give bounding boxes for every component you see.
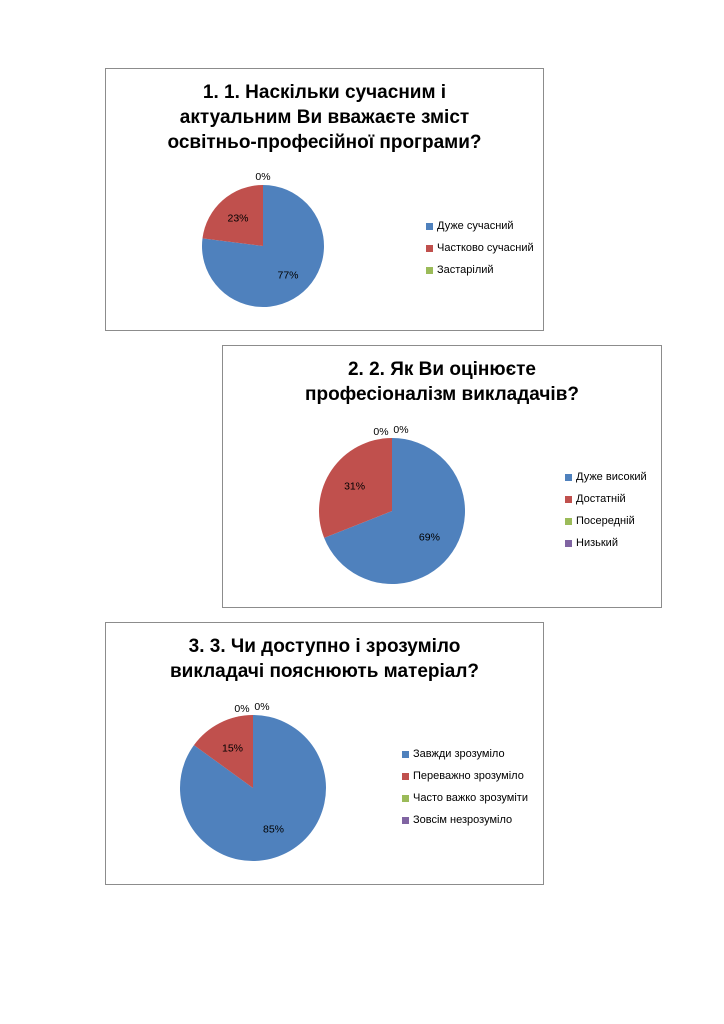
data-label-1: 69% bbox=[418, 531, 440, 544]
legend-item-1 bbox=[565, 466, 647, 488]
legend-item-1 bbox=[402, 743, 528, 765]
chart-3 bbox=[105, 622, 544, 885]
legend-item-3 bbox=[565, 510, 647, 532]
chart-title: 3. 3. Чи доступно і зрозуміло викладачі пояснюють матеріал? bbox=[169, 636, 480, 682]
legend-label: Застарілий bbox=[437, 264, 494, 276]
legend-item-4 bbox=[565, 532, 647, 554]
chart-1 bbox=[105, 68, 544, 331]
legend-item-3 bbox=[426, 259, 534, 281]
legend-label: Посередній bbox=[576, 515, 635, 527]
legend-swatch bbox=[565, 540, 572, 547]
legend-swatch bbox=[565, 518, 572, 525]
legend-item-3 bbox=[402, 787, 528, 809]
legend-label: Завжди зрозуміло bbox=[413, 748, 505, 760]
legend-label: Переважно зрозуміло bbox=[413, 770, 524, 782]
legend-swatch bbox=[402, 817, 409, 824]
chart-2 bbox=[222, 345, 662, 608]
data-label-4: 0% bbox=[254, 701, 270, 713]
pie-chart bbox=[106, 69, 545, 332]
chart-title: 2. 2. Як Ви оцінюєте професіоналізм викладачів? bbox=[304, 359, 579, 405]
legend-item-4 bbox=[402, 809, 528, 831]
legend-swatch bbox=[426, 245, 433, 252]
legend bbox=[426, 215, 534, 281]
legend bbox=[565, 466, 647, 554]
legend-swatch bbox=[402, 773, 409, 780]
data-label-4: 0% bbox=[393, 424, 409, 436]
data-label-3: 0% bbox=[255, 171, 271, 183]
legend-swatch bbox=[565, 496, 572, 503]
legend-item-1 bbox=[426, 215, 534, 237]
legend-label: Низький bbox=[576, 537, 618, 549]
legend-label: Частково сучасний bbox=[437, 242, 534, 254]
legend bbox=[402, 743, 528, 831]
data-label-3: 0% bbox=[234, 703, 250, 715]
legend-label: Дуже сучасний bbox=[437, 220, 514, 232]
data-label-2: 31% bbox=[344, 480, 366, 493]
legend-label: Дуже високий bbox=[576, 471, 647, 483]
legend-label: Зовсім незрозуміло bbox=[413, 814, 513, 826]
legend-item-2 bbox=[426, 237, 534, 259]
data-label-1: 77% bbox=[277, 269, 299, 282]
legend-swatch bbox=[426, 267, 433, 274]
data-label-1: 85% bbox=[262, 823, 285, 836]
data-label-3: 0% bbox=[373, 426, 389, 438]
legend-label: Часто важко зрозуміти bbox=[413, 792, 528, 804]
legend-swatch bbox=[402, 751, 409, 758]
legend-label: Достатній bbox=[576, 493, 626, 505]
legend-item-2 bbox=[402, 765, 528, 787]
legend-swatch bbox=[565, 474, 572, 481]
data-label-2: 15% bbox=[221, 742, 244, 755]
legend-swatch bbox=[426, 223, 433, 230]
chart-title: 1. 1. Наскільки сучасним і актуальним Ви вважаєте зміст освітньо-професійної програми? bbox=[167, 82, 482, 153]
legend-swatch bbox=[402, 795, 409, 802]
data-label-2: 23% bbox=[227, 212, 249, 225]
legend-item-2 bbox=[565, 488, 647, 510]
